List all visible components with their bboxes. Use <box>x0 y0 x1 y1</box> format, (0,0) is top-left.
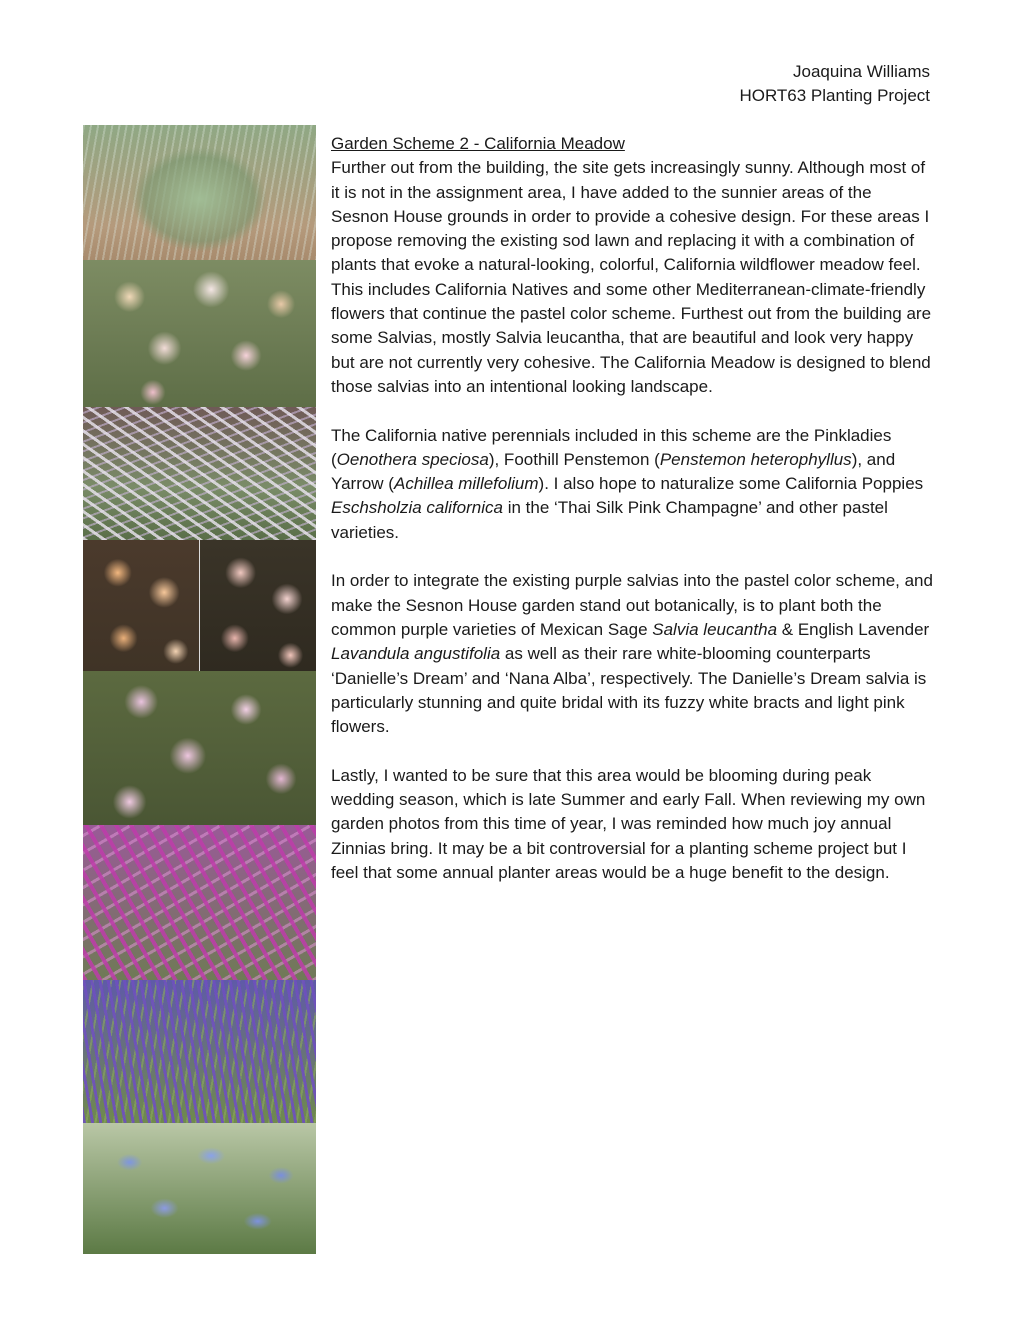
photo-column <box>83 125 316 1254</box>
paragraphs <box>331 156 933 885</box>
header <box>739 60 930 108</box>
paragraph <box>331 764 933 885</box>
author-name: Joaquina Williams <box>793 62 930 81</box>
orange-zinnia-photo <box>83 540 199 671</box>
project-name: HORT63 Planting Project <box>739 86 930 105</box>
scientific-name: Penstemon heterophyllus <box>659 449 852 469</box>
text-run: The California native perennials included in this scheme are the Pinkladies ( <box>331 425 892 469</box>
text-run: Lastly, I wanted to be sure that this area would be blooming during peak wedding season, which is late Summer and early Fall. When reviewing my own garden photos from this time of year, I was reminded how much joy annual Zinnias bring. It may be a bit controversial for a planting scheme project but I feel that some annual planter areas would be a huge benefit to the design. <box>331 765 926 882</box>
mexican-sage-photo <box>83 825 316 980</box>
penstemon-photo <box>83 1123 316 1254</box>
english-lavender-photo <box>83 980 316 1123</box>
body-text <box>331 132 933 910</box>
white-lavender-photo <box>83 125 316 260</box>
scientific-name: Salvia leucantha <box>652 619 778 639</box>
scientific-name: Oenothera speciosa <box>336 449 489 469</box>
scientific-name: Lavandula angustifolia <box>331 644 501 664</box>
scientific-name: Achillea millefolium <box>393 474 539 494</box>
text-run: ). I also hope to naturalize some California Poppies <box>538 474 924 494</box>
scientific-name: Eschsholzia californica <box>331 498 503 518</box>
section-title: Garden Scheme 2 - California Meadow <box>331 134 625 153</box>
text-run: Further out from the building, the site gets increasingly sunny. Although most of it is not in the assignment area, I have added to the sunnier areas of the Sesnon House grounds in order to provide a cohesive design. For these areas I propose removing the existing sod lawn and replacing it with a combination of plants that evoke a natural-looking, colorful, California wildflower meadow feel. This includes California Natives and some other Mediterranean-climate-friendly flowers that continue the pastel color scheme. Furthest out from the building are some Salvias, mostly Salvia leucantha, that are beautiful and look very happy but are not currently very cohesive. The California Meadow is designed to blend those salvias into an intentional looking landscape. <box>331 158 932 396</box>
text-run: ), and Yarrow ( <box>331 449 896 494</box>
pinkladies-photo <box>83 671 316 825</box>
pink-zinnia-photo <box>199 540 316 671</box>
paragraph <box>331 156 933 399</box>
paragraph <box>331 569 933 739</box>
zinnia-photos <box>83 540 316 671</box>
text-run: ), Foothill Penstemon ( <box>488 449 660 469</box>
text-run: in the ‘Thai Silk Pink Champagne’ and other pastel varieties. <box>331 498 888 542</box>
text-run: & English Lavender <box>777 619 930 639</box>
paragraph <box>331 424 933 545</box>
text-run: as well as their rare white-blooming counterparts ‘Danielle’s Dream’ and ‘Nana Alba’, respectively. The Danielle’s Dream salvia is particularly stunning and quite bridal with its fuzzy white bracts and light pink flowers. <box>331 644 927 737</box>
text-run: In order to integrate the existing purple salvias into the pastel color scheme, and make the Sesnon House garden stand out botanically, is to plant both the common purple varieties of Mexican Sage <box>331 571 933 639</box>
white-salvia-photo <box>83 407 316 540</box>
yarrow-photo <box>83 260 316 407</box>
